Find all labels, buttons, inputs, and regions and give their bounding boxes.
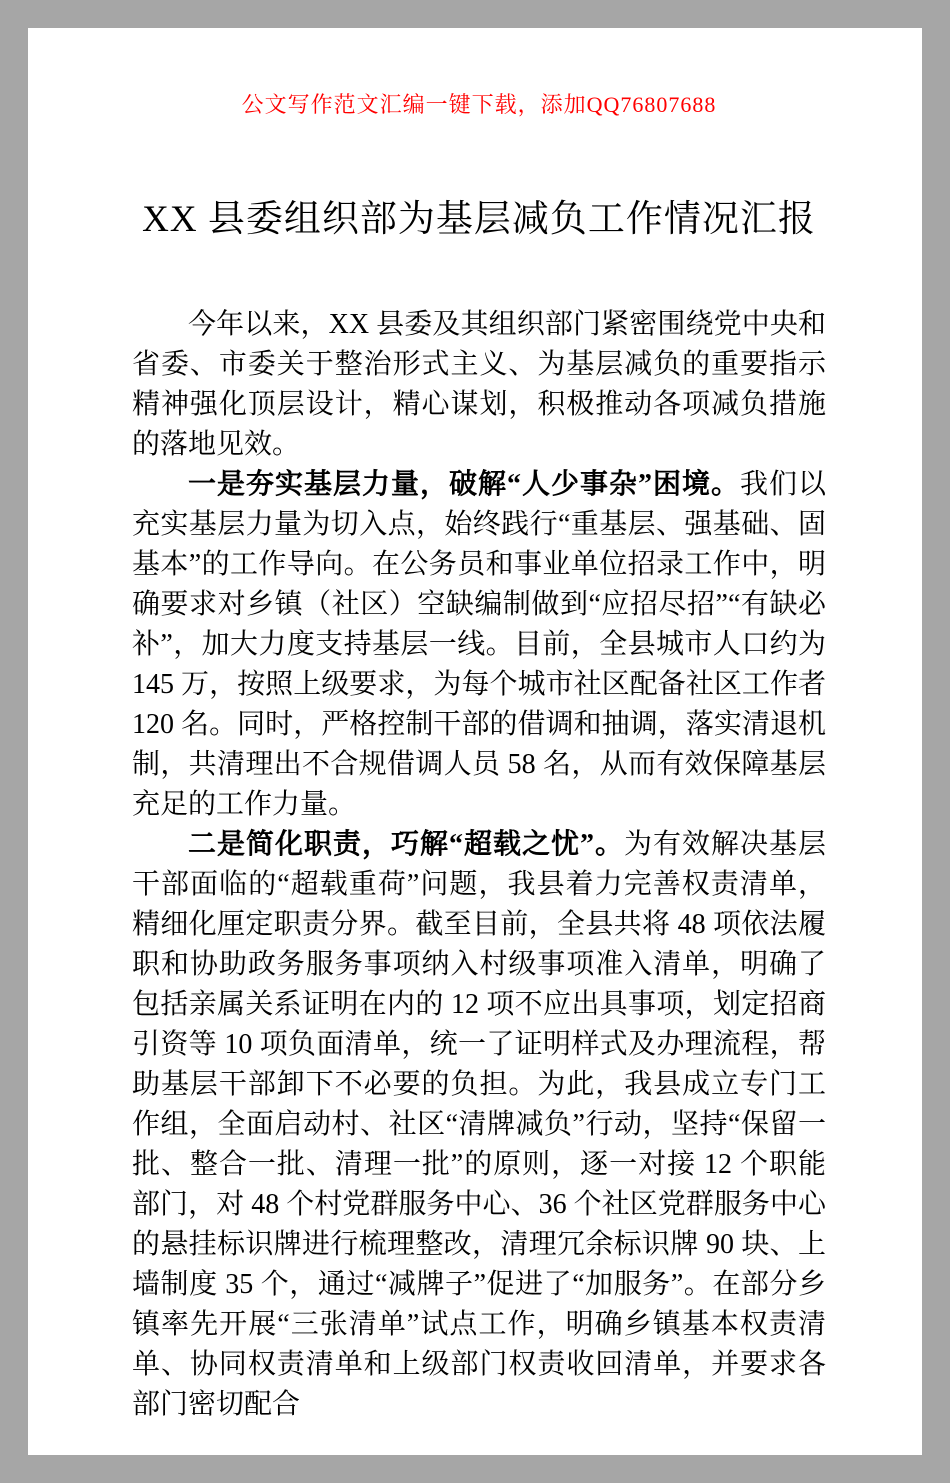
paragraph — [132, 825, 826, 1425]
header-ad-text: 公文写作范文汇编一键下载，添加QQ76807688 — [241, 92, 717, 117]
document-page — [28, 28, 922, 1455]
paragraph-text: 我们以充实基层力量为切入点，始终践行“重基层、强基础、固基本”的工作导向。在公务员和事业单位招录工作中，明确要求对乡镇（社区）空缺编制做到“应招尽招”“有缺必补”，加大力度支持基层一线。目前，全县城市人口约为 145 万，按照上级要求，为每个城市社区配备社区工作者 120 名。同时，严格控制干部的借调和抽调，落实清退机制，共清理出不合规借调人员 58 名，从而有效保障基层充足的工作力量。 — [132, 469, 826, 821]
paragraph — [132, 305, 826, 465]
paragraph-text: 今年以来，XX 县委及其组织部门紧密围绕党中央和省委、市委关于整治形式主义、为基层减负的重要指示精神强化顶层设计，精心谋划，积极推动各项减负措施的落地见效。 — [132, 309, 826, 461]
document-body — [132, 305, 826, 1425]
paragraph-lead: 二是简化职责，巧解“超载之忧”。 — [188, 829, 624, 861]
document-title: XX 县委组织部为基层减负工作情况汇报 — [142, 199, 816, 240]
paragraph — [132, 465, 826, 825]
paragraph-text: 为有效解决基层干部面临的“超载重荷”问题，我县着力完善权责清单，精细化厘定职责分界。截至目前，全县共将 48 项依法履职和协助政务服务事项纳入村级事项准入清单，明确了包括亲属关系证明在内的 12 项不应出具事项，划定招商引资等 10 项负面清单，统一了证明样式及办理流程，帮助基层干部卸下不必要的负担。为此，我县成立专门工作组，全面启动村、社区“清牌减负”行动，坚持“保留一批、整合一批、清理一批”的原则，逐一对接 12 个职能部门，对 48 个村党群服务中心、36 个社区党群服务中心的悬挂标识牌进行梳理整改，清理冗余标识牌 90 块、上墙制度 35 个，通过“减牌子”促进了“加服务”。在部分乡镇率先开展“三张清单”试点工作，明确乡镇基本权责清单、协同权责清单和上级部门权责收回清单，并要求各部门密切配合 — [132, 829, 826, 1421]
paragraph-lead: 一是夯实基层力量，破解“人少事杂”困境。 — [188, 469, 740, 501]
